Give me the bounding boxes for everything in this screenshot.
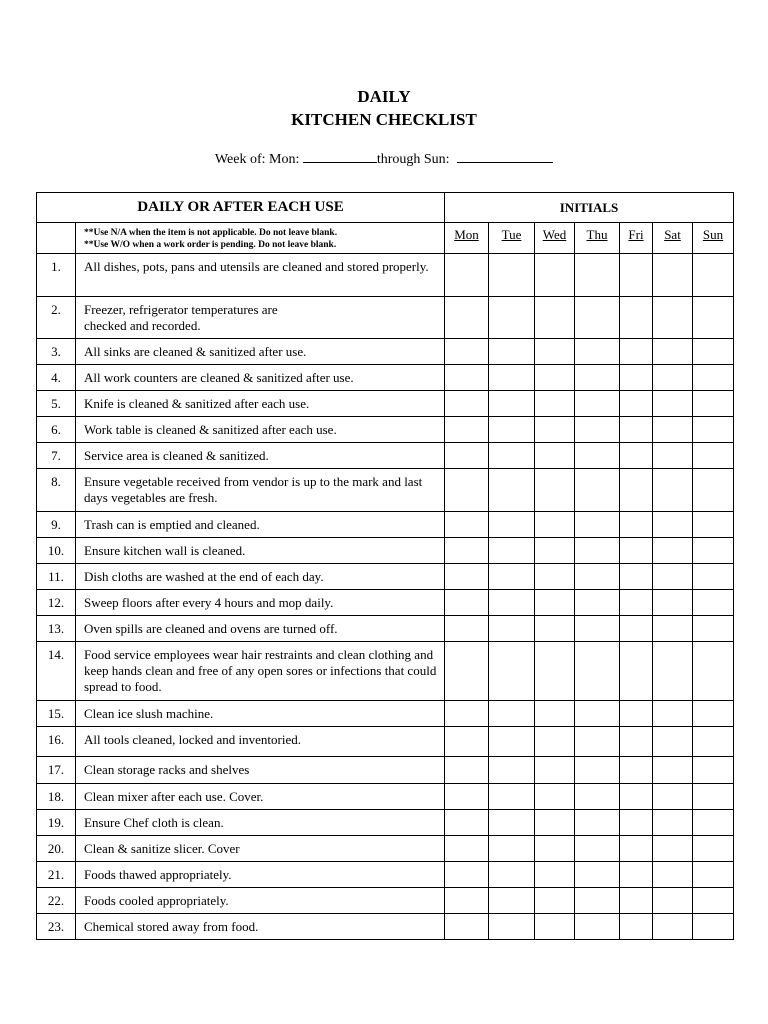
initials-cell-mon[interactable] [445, 862, 489, 888]
initials-cell-mon[interactable] [445, 443, 489, 469]
item-number: 3. [37, 339, 76, 365]
initials-cell-tue[interactable] [489, 784, 535, 810]
initials-cell-fri[interactable] [620, 339, 653, 365]
item-number: 6. [37, 417, 76, 443]
day-header-sat: Sat [653, 223, 693, 254]
item-text: Ensure kitchen wall is cleaned. [76, 538, 445, 564]
initials-cell-mon[interactable] [445, 417, 489, 443]
initials-cell-thu[interactable] [575, 784, 620, 810]
initials-cell-sat[interactable] [653, 538, 693, 564]
initials-cell-wed[interactable] [535, 727, 575, 757]
initials-cell-fri[interactable] [620, 642, 653, 701]
initials-cell-thu[interactable] [575, 365, 620, 391]
initials-cell-fri[interactable] [620, 417, 653, 443]
initials-cell-thu[interactable] [575, 339, 620, 365]
initials-cell-thu[interactable] [575, 888, 620, 914]
initials-cell-sat[interactable] [653, 810, 693, 836]
initials-cell-fri[interactable] [620, 590, 653, 616]
initials-cell-wed[interactable] [535, 757, 575, 784]
item-number: 12. [37, 590, 76, 616]
item-number: 23. [37, 914, 76, 940]
initials-cell-sun[interactable] [693, 512, 734, 538]
initials-cell-sun[interactable] [693, 888, 734, 914]
initials-cell-sun[interactable] [693, 810, 734, 836]
initials-cell-fri[interactable] [620, 616, 653, 642]
initials-cell-wed[interactable] [535, 701, 575, 727]
initials-cell-sun[interactable] [693, 297, 734, 339]
table-row [37, 443, 734, 469]
item-text: All sinks are cleaned & sanitized after use. [76, 339, 445, 365]
initials-cell-tue[interactable] [489, 297, 535, 339]
table-row [37, 757, 734, 784]
initials-cell-mon[interactable] [445, 512, 489, 538]
initials-cell-sat[interactable] [653, 862, 693, 888]
initials-cell-mon[interactable] [445, 391, 489, 417]
initials-cell-sat[interactable] [653, 590, 693, 616]
item-number: 7. [37, 443, 76, 469]
initials-cell-tue[interactable] [489, 365, 535, 391]
initials-cell-thu[interactable] [575, 564, 620, 590]
initials-cell-tue[interactable] [489, 339, 535, 365]
item-number: 19. [37, 810, 76, 836]
initials-cell-thu[interactable] [575, 443, 620, 469]
initials-cell-wed[interactable] [535, 297, 575, 339]
initials-cell-tue[interactable] [489, 642, 535, 701]
item-text: All dishes, pots, pans and utensils are cleaned and stored properly. [76, 254, 445, 297]
initials-cell-sat[interactable] [653, 784, 693, 810]
initials-cell-mon[interactable] [445, 810, 489, 836]
table-row [37, 512, 734, 538]
item-number: 17. [37, 757, 76, 784]
initials-cell-sat[interactable] [653, 512, 693, 538]
initials-cell-sat[interactable] [653, 888, 693, 914]
item-text: Trash can is emptied and cleaned. [76, 512, 445, 538]
initials-cell-mon[interactable] [445, 836, 489, 862]
initials-cell-thu[interactable] [575, 590, 620, 616]
initials-cell-thu[interactable] [575, 512, 620, 538]
week-start-field[interactable] [303, 148, 377, 163]
table-row [37, 642, 734, 701]
table-row [37, 339, 734, 365]
item-number: 18. [37, 784, 76, 810]
day-header-tue: Tue [489, 223, 535, 254]
initials-cell-mon[interactable] [445, 297, 489, 339]
initials-cell-thu[interactable] [575, 701, 620, 727]
item-text: Ensure vegetable received from vendor is up to the mark and last days vegetables are fresh. [76, 469, 445, 512]
day-header-wed: Wed [535, 223, 575, 254]
initials-cell-tue[interactable] [489, 417, 535, 443]
initials-cell-sun[interactable] [693, 914, 734, 940]
item-text: Freezer, refrigerator temperatures are checked and recorded. [76, 297, 445, 339]
table-row [37, 365, 734, 391]
initials-cell-thu[interactable] [575, 297, 620, 339]
initials-cell-tue[interactable] [489, 914, 535, 940]
item-text: Oven spills are cleaned and ovens are turned off. [76, 616, 445, 642]
initials-cell-fri[interactable] [620, 538, 653, 564]
item-text: Sweep floors after every 4 hours and mop daily. [76, 590, 445, 616]
day-header-thu: Thu [575, 223, 620, 254]
initials-cell-sat[interactable] [653, 914, 693, 940]
initials-cell-fri[interactable] [620, 365, 653, 391]
initials-cell-sun[interactable] [693, 339, 734, 365]
initials-cell-wed[interactable] [535, 616, 575, 642]
initials-cell-thu[interactable] [575, 254, 620, 297]
initials-cell-sat[interactable] [653, 391, 693, 417]
table-row [37, 254, 734, 297]
initials-cell-thu[interactable] [575, 862, 620, 888]
initials-cell-sat[interactable] [653, 254, 693, 297]
table-row [37, 888, 734, 914]
initials-cell-thu[interactable] [575, 727, 620, 757]
table-row [37, 538, 734, 564]
initials-cell-wed[interactable] [535, 836, 575, 862]
initials-cell-sat[interactable] [653, 365, 693, 391]
initials-cell-fri[interactable] [620, 443, 653, 469]
note-na: **Use N/A when the item is not applicable. Do not leave blank. [84, 228, 338, 238]
initials-cell-wed[interactable] [535, 590, 575, 616]
initials-cell-thu[interactable] [575, 538, 620, 564]
initials-cell-mon[interactable] [445, 365, 489, 391]
initials-cell-thu[interactable] [575, 417, 620, 443]
week-line [0, 148, 768, 168]
blank-cell [37, 223, 76, 254]
item-text: Knife is cleaned & sanitized after each use. [76, 391, 445, 417]
initials-cell-fri[interactable] [620, 469, 653, 512]
item-text: Dish cloths are washed at the end of each day. [76, 564, 445, 590]
initials-cell-thu[interactable] [575, 616, 620, 642]
table-row [37, 784, 734, 810]
initials-cell-wed[interactable] [535, 810, 575, 836]
initials-cell-sat[interactable] [653, 469, 693, 512]
initials-cell-wed[interactable] [535, 888, 575, 914]
initials-cell-fri[interactable] [620, 810, 653, 836]
initials-cell-tue[interactable] [489, 443, 535, 469]
table-row [37, 417, 734, 443]
initials-cell-mon[interactable] [445, 888, 489, 914]
initials-cell-wed[interactable] [535, 417, 575, 443]
table-row [37, 590, 734, 616]
instructions-notes [76, 223, 445, 254]
initials-cell-mon[interactable] [445, 616, 489, 642]
initials-cell-wed[interactable] [535, 642, 575, 701]
initials-cell-sun[interactable] [693, 757, 734, 784]
initials-cell-mon[interactable] [445, 727, 489, 757]
item-text: Foods thawed appropriately. [76, 862, 445, 888]
table-row [37, 564, 734, 590]
initials-cell-fri[interactable] [620, 784, 653, 810]
week-end-field[interactable] [457, 148, 553, 163]
initials-cell-sun[interactable] [693, 590, 734, 616]
initials-cell-tue[interactable] [489, 862, 535, 888]
initials-cell-wed[interactable] [535, 443, 575, 469]
checklist-table [36, 192, 734, 940]
initials-cell-sun[interactable] [693, 254, 734, 297]
initials-cell-sun[interactable] [693, 365, 734, 391]
item-text: Clean & sanitize slicer. Cover [76, 836, 445, 862]
initials-cell-mon[interactable] [445, 564, 489, 590]
initials-cell-wed[interactable] [535, 538, 575, 564]
item-text: Clean mixer after each use. Cover. [76, 784, 445, 810]
initials-cell-tue[interactable] [489, 391, 535, 417]
item-number: 16. [37, 727, 76, 757]
initials-cell-sat[interactable] [653, 616, 693, 642]
table-row [37, 469, 734, 512]
initials-cell-sat[interactable] [653, 339, 693, 365]
initials-cell-tue[interactable] [489, 701, 535, 727]
initials-cell-fri[interactable] [620, 914, 653, 940]
initials-cell-thu[interactable] [575, 810, 620, 836]
day-header-sun: Sun [693, 223, 734, 254]
initials-cell-fri[interactable] [620, 391, 653, 417]
initials-cell-tue[interactable] [489, 538, 535, 564]
initials-cell-sun[interactable] [693, 538, 734, 564]
initials-cell-sat[interactable] [653, 836, 693, 862]
initials-cell-sat[interactable] [653, 757, 693, 784]
initials-cell-sat[interactable] [653, 701, 693, 727]
initials-cell-mon[interactable] [445, 469, 489, 512]
table-row [37, 810, 734, 836]
section-header: DAILY OR AFTER EACH USE [37, 193, 445, 223]
initials-cell-tue[interactable] [489, 810, 535, 836]
item-text: All work counters are cleaned & sanitized after use. [76, 365, 445, 391]
initials-cell-fri[interactable] [620, 836, 653, 862]
item-number: 21. [37, 862, 76, 888]
item-text: Chemical stored away from food. [76, 914, 445, 940]
initials-cell-sun[interactable] [693, 417, 734, 443]
initials-cell-tue[interactable] [489, 757, 535, 784]
initials-cell-fri[interactable] [620, 297, 653, 339]
initials-cell-sun[interactable] [693, 443, 734, 469]
item-number: 1. [37, 254, 76, 297]
initials-cell-sat[interactable] [653, 443, 693, 469]
item-number: 22. [37, 888, 76, 914]
initials-cell-mon[interactable] [445, 254, 489, 297]
item-text: Food service employees wear hair restraints and clean clothing and keep hands clean and free of any open sores or infections that could spread to food. [76, 642, 445, 701]
initials-cell-sat[interactable] [653, 417, 693, 443]
initials-cell-sun[interactable] [693, 469, 734, 512]
initials-cell-tue[interactable] [489, 254, 535, 297]
initials-cell-wed[interactable] [535, 469, 575, 512]
note-wo: **Use W/O when a work order is pending. Do not leave blank. [84, 240, 337, 250]
day-header-fri: Fri [620, 223, 653, 254]
initials-cell-mon[interactable] [445, 757, 489, 784]
initials-cell-thu[interactable] [575, 391, 620, 417]
initials-cell-sun[interactable] [693, 836, 734, 862]
initials-cell-sun[interactable] [693, 862, 734, 888]
item-number: 10. [37, 538, 76, 564]
initials-cell-fri[interactable] [620, 512, 653, 538]
initials-cell-fri[interactable] [620, 727, 653, 757]
day-header-mon: Mon [445, 223, 489, 254]
initials-cell-tue[interactable] [489, 469, 535, 512]
item-text: Work table is cleaned & sanitized after each use. [76, 417, 445, 443]
initials-cell-sat[interactable] [653, 297, 693, 339]
initials-cell-mon[interactable] [445, 642, 489, 701]
initials-cell-mon[interactable] [445, 914, 489, 940]
item-number: 14. [37, 642, 76, 701]
initials-cell-sun[interactable] [693, 564, 734, 590]
item-text: Foods cooled appropriately. [76, 888, 445, 914]
initials-cell-fri[interactable] [620, 757, 653, 784]
initials-cell-tue[interactable] [489, 512, 535, 538]
initials-cell-mon[interactable] [445, 339, 489, 365]
initials-cell-thu[interactable] [575, 836, 620, 862]
initials-cell-sun[interactable] [693, 784, 734, 810]
title-line-1: DAILY [357, 87, 411, 106]
item-text: Clean ice slush machine. [76, 701, 445, 727]
initials-cell-sat[interactable] [653, 564, 693, 590]
initials-cell-mon[interactable] [445, 701, 489, 727]
initials-cell-wed[interactable] [535, 862, 575, 888]
initials-cell-thu[interactable] [575, 642, 620, 701]
initials-cell-fri[interactable] [620, 888, 653, 914]
initials-cell-fri[interactable] [620, 254, 653, 297]
initials-cell-sun[interactable] [693, 701, 734, 727]
table-row [37, 836, 734, 862]
initials-cell-thu[interactable] [575, 914, 620, 940]
item-number: 13. [37, 616, 76, 642]
initials-cell-mon[interactable] [445, 784, 489, 810]
item-number: 15. [37, 701, 76, 727]
week-of-label: Week of: Mon: [214, 152, 300, 167]
table-row [37, 701, 734, 727]
initials-cell-tue[interactable] [489, 616, 535, 642]
table-row [37, 727, 734, 757]
initials-cell-wed[interactable] [535, 365, 575, 391]
initials-cell-wed[interactable] [535, 564, 575, 590]
initials-cell-thu[interactable] [575, 757, 620, 784]
initials-cell-sat[interactable] [653, 642, 693, 701]
item-text: Service area is cleaned & sanitized. [76, 443, 445, 469]
item-number: 20. [37, 836, 76, 862]
initials-cell-wed[interactable] [535, 391, 575, 417]
item-text: All tools cleaned, locked and inventoried. [76, 727, 445, 757]
initials-cell-sat[interactable] [653, 727, 693, 757]
item-number: 5. [37, 391, 76, 417]
table-row [37, 914, 734, 940]
initials-cell-tue[interactable] [489, 727, 535, 757]
initials-header: INITIALS [445, 193, 734, 223]
initials-cell-fri[interactable] [620, 701, 653, 727]
item-number: 9. [37, 512, 76, 538]
initials-cell-tue[interactable] [489, 564, 535, 590]
item-number: 2. [37, 297, 76, 339]
item-text: Clean storage racks and shelves [76, 757, 445, 784]
initials-cell-tue[interactable] [489, 836, 535, 862]
item-text: Ensure Chef cloth is clean. [76, 810, 445, 836]
table-row [37, 616, 734, 642]
initials-cell-tue[interactable] [489, 888, 535, 914]
table-row [37, 297, 734, 339]
initials-cell-wed[interactable] [535, 254, 575, 297]
initials-cell-sun[interactable] [693, 616, 734, 642]
initials-cell-mon[interactable] [445, 538, 489, 564]
initials-cell-sun[interactable] [693, 391, 734, 417]
title-line-2: KITCHEN CHECKLIST [291, 110, 477, 129]
initials-cell-sun[interactable] [693, 642, 734, 701]
initials-cell-mon[interactable] [445, 590, 489, 616]
initials-cell-wed[interactable] [535, 512, 575, 538]
table-row [37, 391, 734, 417]
initials-cell-wed[interactable] [535, 914, 575, 940]
item-number: 4. [37, 365, 76, 391]
initials-cell-wed[interactable] [535, 339, 575, 365]
table-row [37, 862, 734, 888]
initials-cell-fri[interactable] [620, 564, 653, 590]
initials-cell-thu[interactable] [575, 469, 620, 512]
initials-cell-wed[interactable] [535, 784, 575, 810]
initials-cell-sun[interactable] [693, 727, 734, 757]
initials-cell-tue[interactable] [489, 590, 535, 616]
initials-cell-fri[interactable] [620, 862, 653, 888]
item-number: 8. [37, 469, 76, 512]
item-number: 11. [37, 564, 76, 590]
through-label: through Sun: [376, 152, 450, 167]
